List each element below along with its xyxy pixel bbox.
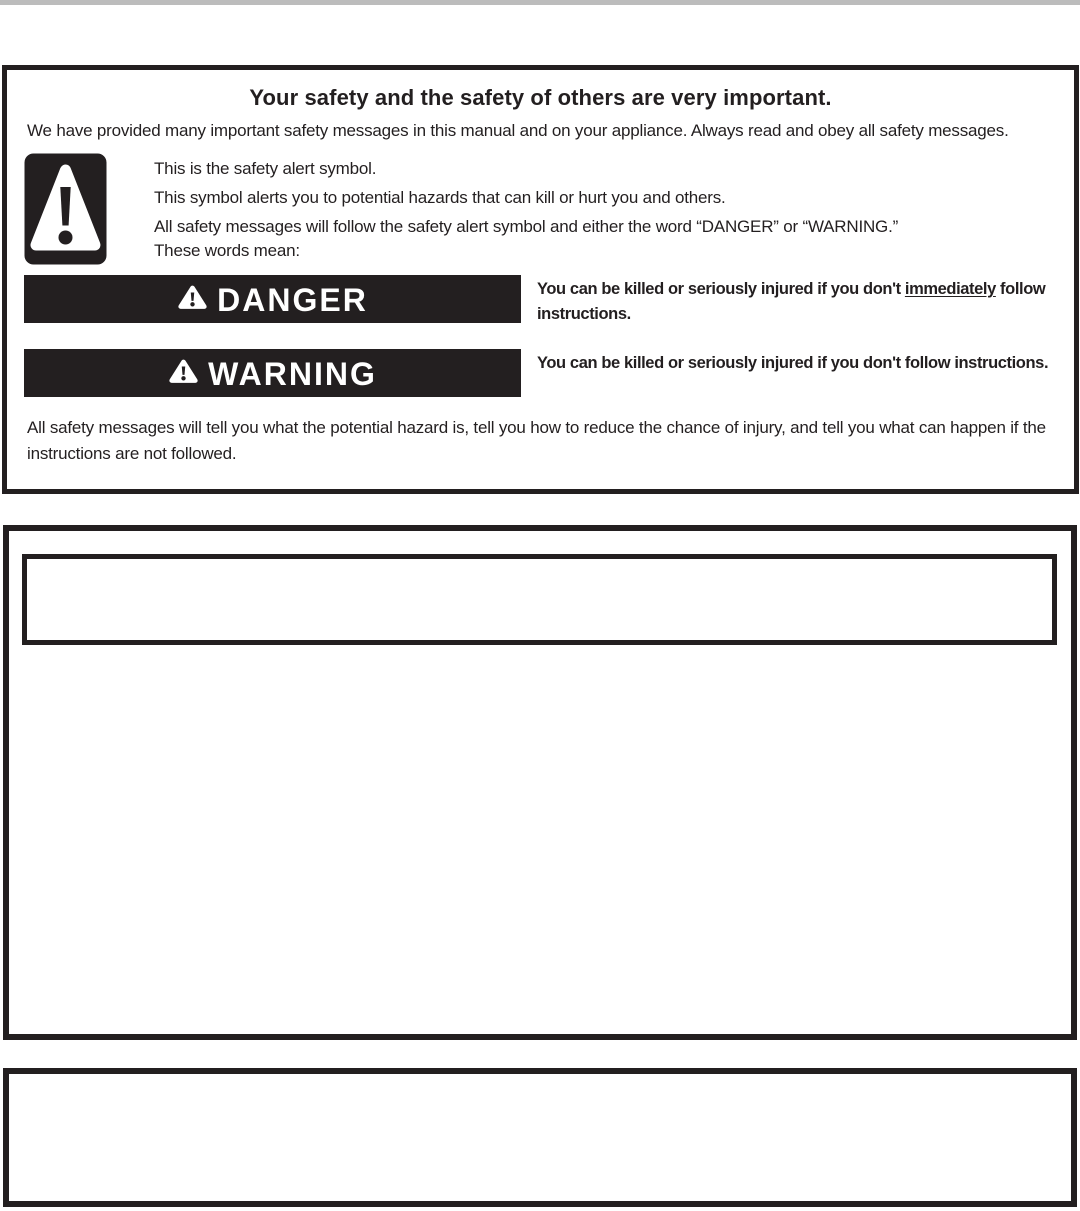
warning-alert-triangle-icon xyxy=(168,357,199,390)
empty-section-box xyxy=(3,525,1077,1040)
safety-outro: All safety messages will tell you what the potential hazard is, tell you how to reduce the chance of injury, and tell you what can happen if the instructions are not followed. xyxy=(27,418,1046,463)
alert-line: These words mean: xyxy=(154,241,300,260)
warning-banner xyxy=(24,349,521,397)
alert-line: This symbol alerts you to potential hazards that can kill or hurt you and others. xyxy=(154,188,726,207)
danger-desc-before: You can be killed or seriously injured if you don't xyxy=(537,280,905,298)
danger-banner xyxy=(24,275,521,323)
safety-alert-icon xyxy=(24,153,107,265)
safety-notice-box xyxy=(2,65,1079,494)
warning-description: You can be killed or seriously injured if you don't follow instructions. xyxy=(537,354,1049,372)
safety-intro: We have provided many important safety messages in this manual and on your appliance. Always read and obey all safety messages. xyxy=(27,121,1009,140)
danger-row xyxy=(24,275,1054,327)
alert-symbol-row xyxy=(24,153,1054,265)
page-top-strip xyxy=(0,0,1080,5)
empty-inner-frame xyxy=(22,554,1057,645)
alert-line: This is the safety alert symbol. xyxy=(154,159,377,178)
danger-description xyxy=(537,275,1054,327)
alert-line: All safety messages will follow the safety alert symbol and either the word “DANGER” or “WARNING.” xyxy=(154,217,899,236)
alert-symbol-text xyxy=(154,153,898,265)
danger-desc-after: follow instructions. xyxy=(537,280,1046,323)
danger-alert-triangle-icon xyxy=(177,283,208,316)
warning-row xyxy=(24,349,1054,397)
empty-footer-box xyxy=(3,1068,1077,1207)
warning-label: WARNING xyxy=(208,355,377,392)
danger-label: DANGER xyxy=(217,281,368,318)
safety-title: Your safety and the safety of others are very important. xyxy=(249,85,832,110)
danger-desc-underlined: immediately xyxy=(904,280,996,298)
